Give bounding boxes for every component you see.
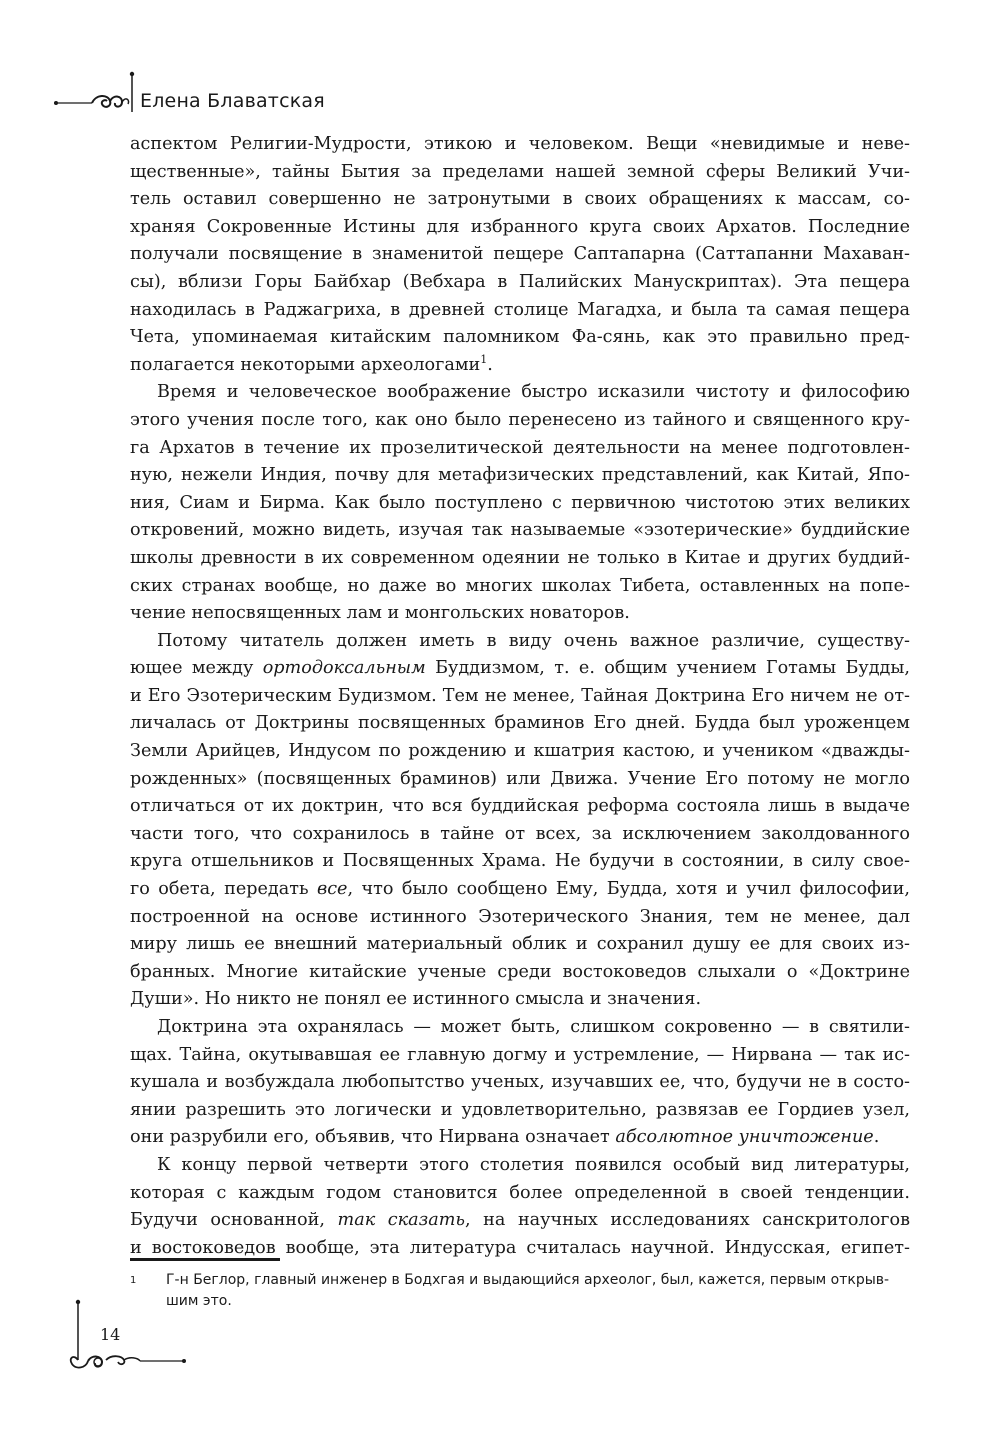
italic-text: абсолютное уничтожение [615,1127,874,1148]
text-line: миру лишь ее внешний материальный облик и сохранил душу ее для своих из- [130,934,910,955]
italic-text: ортодоксальным [262,658,426,679]
paragraph [130,131,910,379]
text-line: Земли Арийцев, Индусом по рождению и кшатрия кастою, и учеником «дважды- [130,741,910,762]
text-line: ских странах вообще, но даже во многих школах Тибета, оставленных на попе- [130,575,910,596]
text-fragment: Будучи основанной, [130,1210,338,1231]
text-fragment: . [873,1127,880,1148]
paragraph [130,1152,910,1262]
footnote [130,1270,910,1312]
text-line: аспектом Религии-Мудрости, этикою и человеком. Вещи «невидимые и неве- [130,134,910,154]
footnote-line: Г-н Беглор, главный инженер в Бодхгая и выдающийся археолог, был, кажется, первым открыв- [166,1272,890,1288]
text-line: Чета, упоминаемая китайским паломником Фа-сянь, как это правильно пред- [130,327,910,348]
text-fragment: Буддизмом, т. е. общим учением Готамы Будды, [425,658,910,679]
italic-text: все [316,879,348,900]
paragraph [130,379,910,627]
text-line: рожденных» (посвященных браминов) или Движа. Учение Его потому не могло [130,768,910,789]
text-line: храняя Сокровенные Истины для избранного круга своих Архатов. Последние [130,216,910,237]
text-line: га Архатов в течение их прозелитической деятельности на менее подготовлен- [130,437,910,458]
text-line [130,876,910,904]
text-line: которая с каждым годом становится более определенной в своей тенденции. [130,1182,910,1203]
page-number: 14 [100,1325,121,1344]
text-line: Души». Но никто не понял ее истинного смысла и значения. [130,989,702,1010]
text-line: личалась от Доктрины посвященных браминов Его дней. Будда был уроженцем [130,713,910,734]
text-line: К концу первой четверти этого столетия появился особый вид литературы, [157,1154,910,1175]
text-fragment: ющее между [130,658,263,679]
running-head-author: Елена Блаватская [140,90,325,112]
footnote-text [166,1270,910,1312]
text-line [130,1207,910,1235]
text-fragment: , что было сообщено Ему, Будда, хотя и учил философии, [347,879,910,900]
text-line: щественные», тайны Бытия за пределами нашей земной сферы Великий Учи- [130,161,910,182]
flourish-ornament-icon [66,1298,196,1378]
text-fragment: они разрубили его, объявив, что Нирвана означает [130,1127,616,1148]
text-line: бранных. Многие китайские ученые среди востоковедов слыхали о «Доктрине [130,961,910,982]
text-line [130,655,910,683]
text-line: части того, что сохранилось в тайне от всех, за исключением заколдованного [130,823,910,844]
text-fragment: полагается некоторыми археологами [130,354,481,375]
text-line: получали посвящение в знаменитой пещере Саптапарна (Саттапанни Махаван- [130,244,910,265]
paragraph [130,1014,910,1152]
text-line [130,1124,910,1152]
page-footer [66,1298,196,1378]
main-text [130,131,910,1262]
running-header [52,66,352,116]
italic-text: так сказать [337,1210,465,1231]
text-line: школы древности в их современном одеянии не только в Китае и других буддий- [130,547,910,568]
text-line: и Его Эзотерическим Будизмом. Тем не менее, Тайная Доктрина Его ничем не от- [130,685,910,706]
text-line: ную, нежели Индия, почву для метафизических представлений, как Китай, Япо- [130,465,910,486]
text-line: круга отшельников и Посвященных Храма. Не будучи в состоянии, в силу свое- [130,851,910,872]
footnote-reference: 1 [480,352,488,366]
text-line: Доктрина эта охранялась — может быть, слишком сокровенно — в святили- [157,1017,910,1037]
footnote-line: шим это. [166,1293,232,1309]
text-line: этого учения после того, как оно было перенесено из тайного и священного кру- [130,409,910,430]
footnote-number: 1 [130,1275,137,1286]
text-line: и востоковедов вообще, эта литература считалась научной. Индусская, египет- [130,1237,910,1258]
text-line: построенной на основе истинного Эзотерического Знания, тем не менее, дал [130,906,910,927]
text-line: чение непосвященных лам и монгольских новаторов. [130,603,630,624]
text-line: кушала и возбуждала любопытство ученых, изучавших ее, что, будучи не в состо- [130,1072,910,1093]
text-line: щах. Тайна, окутывавшая ее главную догму и устремление, — Нирвана — так ис- [130,1044,910,1065]
text-line: отличаться от их доктрин, что вся буддийская реформа состояла лишь в выдаче [130,796,910,817]
text-line: тель оставил совершенно не затронутыми в своих обращениях к массам, со- [130,189,910,210]
text-line: ния, Сиам и Бирма. Как было поступлено с первичною чистотою этих великих [130,492,910,513]
text-line: полагается некоторыми археологами$^1$. [130,352,493,375]
text-line: сы), вблизи Горы Байбхар (Вебхара в Палийских Манускриптах). Эта пещера [130,271,910,292]
text-fragment: го обета, передать [130,879,317,900]
text-line: янии разрешить это логически и удовлетворительно, развязав ее Гордиев узел, [130,1099,910,1120]
text-line: Потому читатель должен иметь в виду очень важное различие, существу- [157,630,910,651]
text-line: Время и человеческое воображение быстро исказили чистоту и философию [157,382,910,403]
text-line: находилась в Раджагриха, в древней столице Магадха, и была та самая пещера [130,299,910,320]
text-line: откровений, можно видеть, изучая так называемые «эзотерические» буддийские [130,520,910,541]
paragraph [130,628,910,1014]
text-fragment: , на научных исследованиях санскритологов [464,1210,911,1231]
footnote-divider [130,1258,280,1261]
flourish-ornament-icon [52,66,142,116]
